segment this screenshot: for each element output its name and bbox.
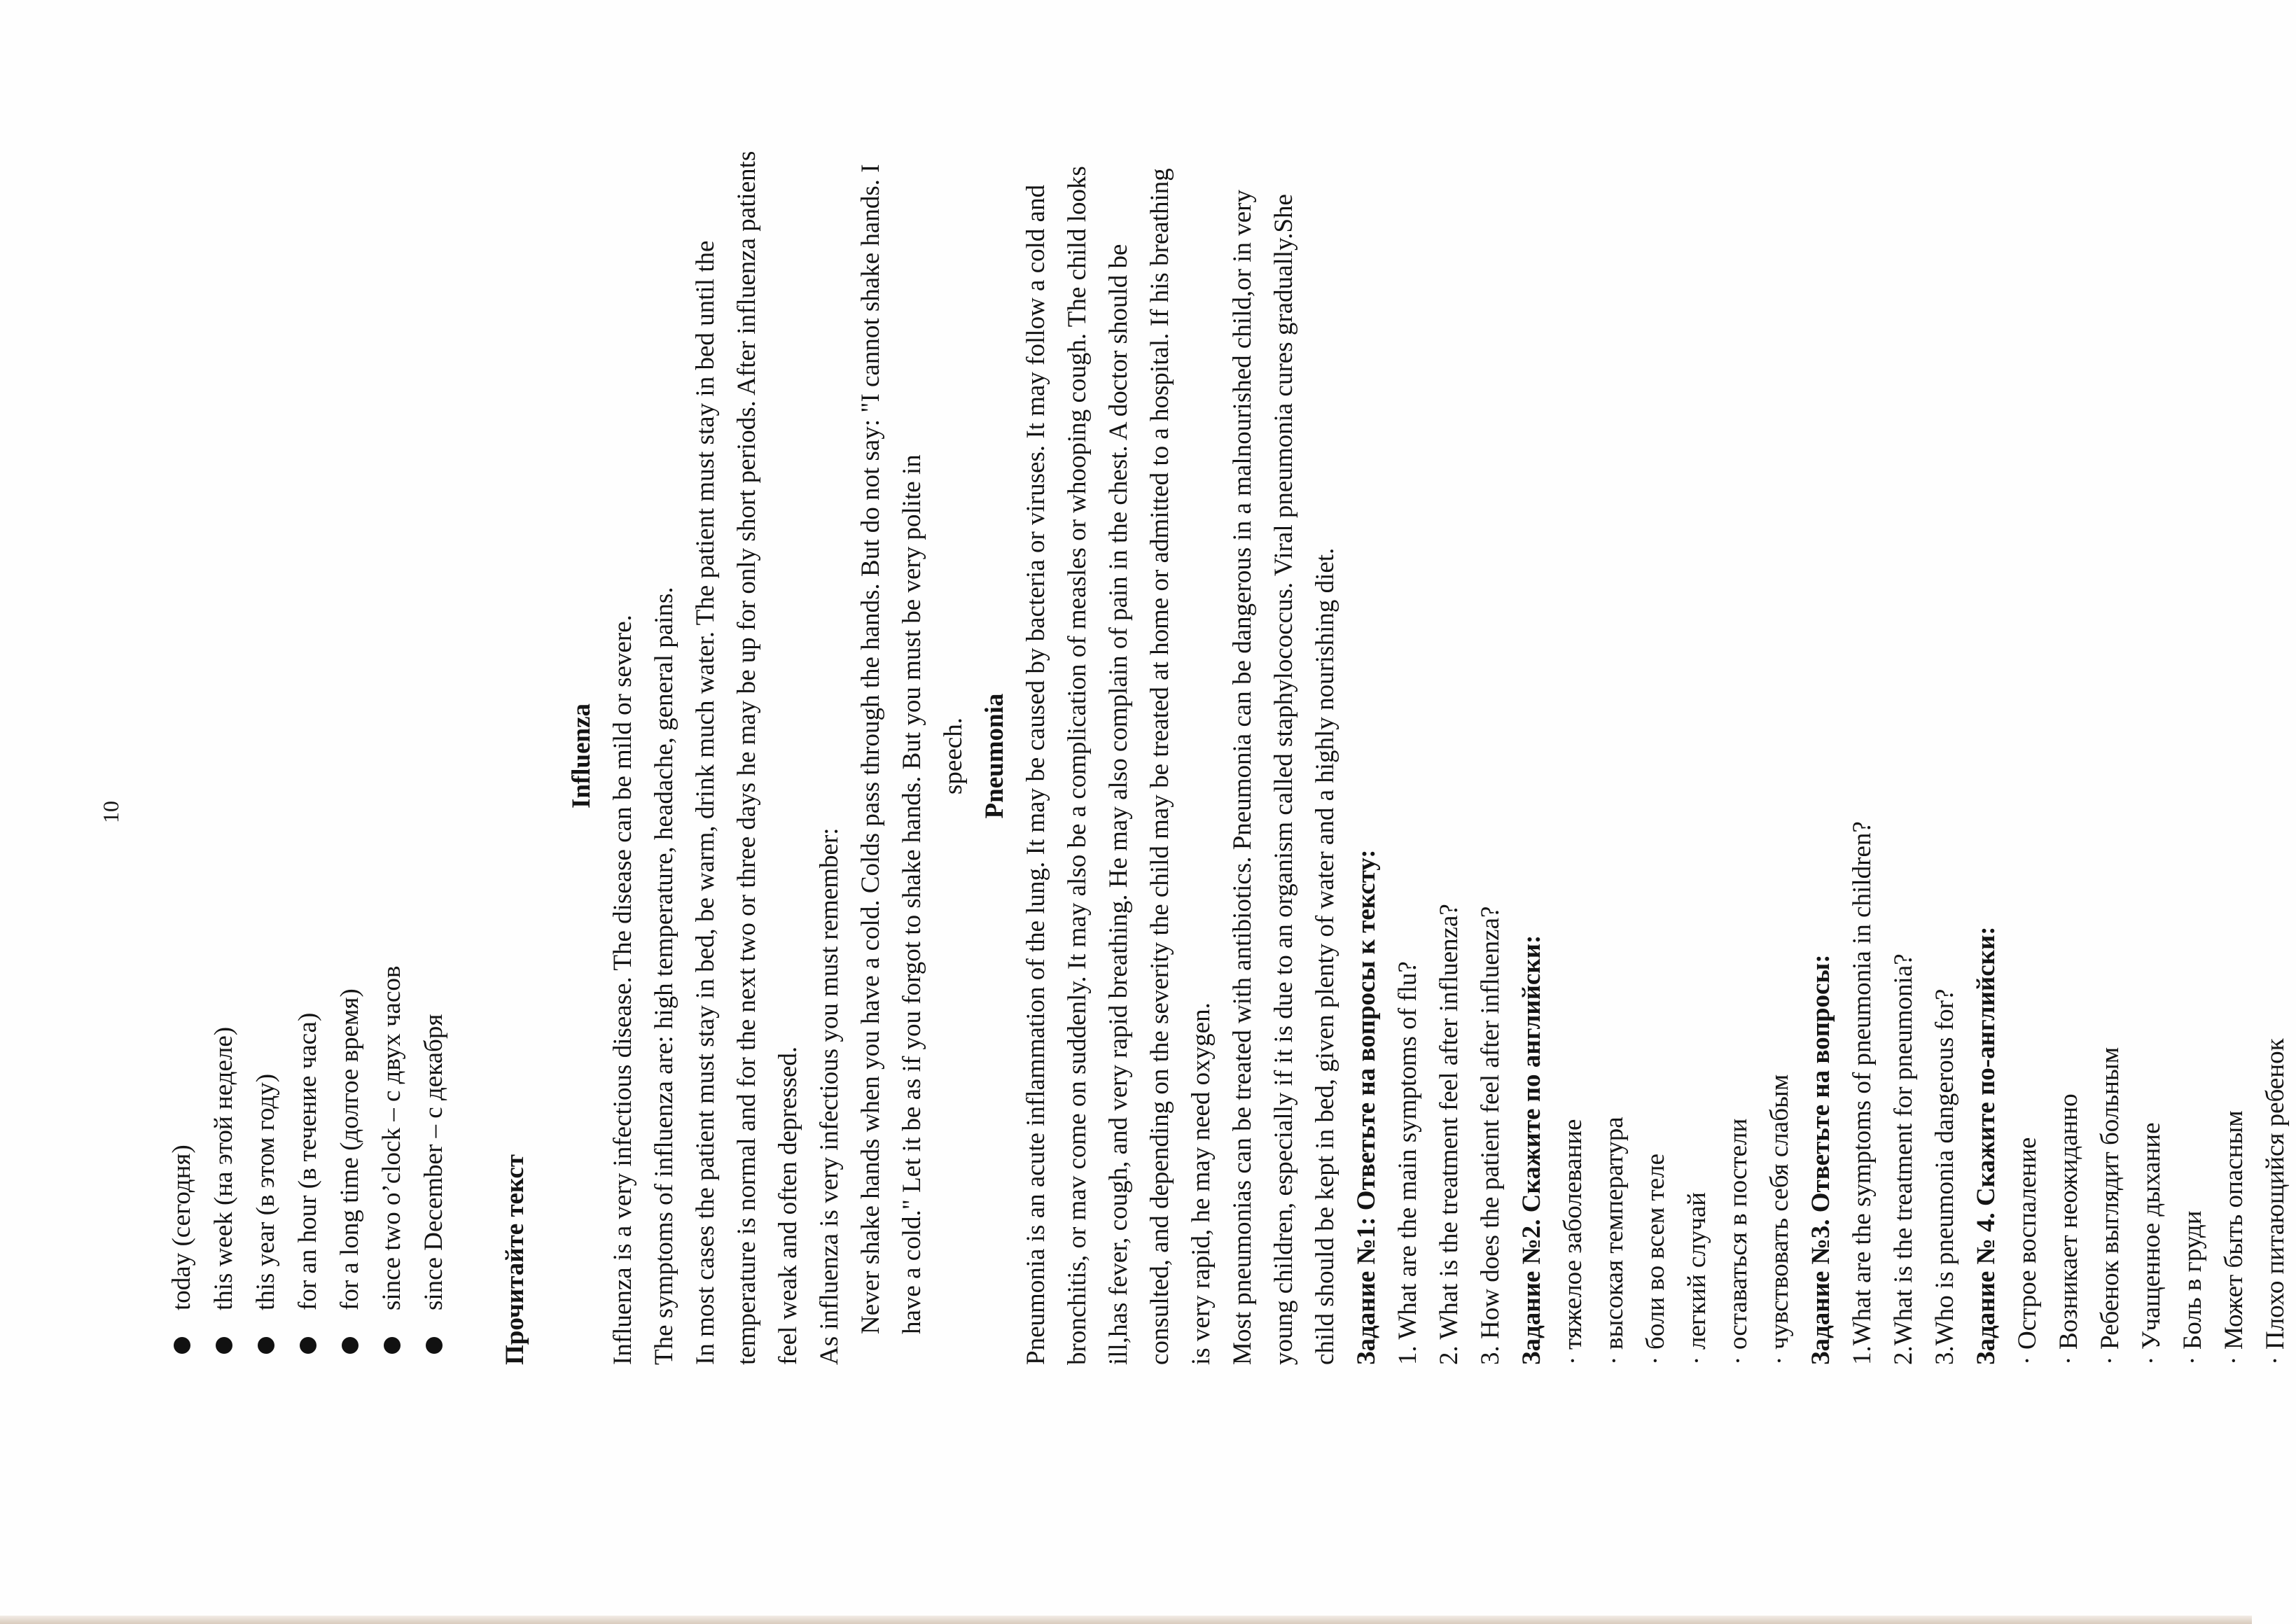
task2-list xyxy=(1552,147,1800,1365)
list-item: this week (на этой неделе) xyxy=(203,147,245,1365)
list-item: ·легкий случай xyxy=(1683,1191,1711,1365)
task1-question: 2. What is the treatment feel after influenza? xyxy=(1435,904,1463,1365)
pneumonia-paragraph: Pneumonia is an acute inflammation of the lung. It may be caused by bacteria or viruses. It may follow a cold and bronchitis, or mav come on suddenly. It may also be a complication of measles or whooping cough. The child looks ill,has fever, cough, and very rapid breathing. He may also complain of pain in the chest. A doctor should be consulted, and depending on the severity the child may be treated at home or admitted to a hospital. If his breathing is very rapid, he may need oxygen. xyxy=(1022,166,1216,1365)
task3-question: 2.What is the treatment for pneumonia? xyxy=(1889,953,1918,1365)
task4-title: Задание № 4. Скажите по-английски: xyxy=(1972,926,2001,1365)
list-item: ·Может быть опасным xyxy=(2220,1110,2248,1365)
pneumonia-title: Pneumonia xyxy=(980,693,1009,819)
page-number: 10 xyxy=(98,801,123,823)
task1-question: 3. How does the patient feel after influenza? xyxy=(1476,906,1505,1365)
bullet-icon xyxy=(300,1337,316,1354)
bullet-icon xyxy=(174,1337,190,1354)
list-item: since December – с декабря xyxy=(413,147,455,1365)
list-item: today (сегодня) xyxy=(161,147,203,1365)
task1-question: 1. What are the main symptoms of flu? xyxy=(1393,961,1422,1365)
task1-title: Задание №1: Ответьте на вопросы к тексту: xyxy=(1352,849,1381,1365)
list-item: ·Учащенное дыхание xyxy=(2137,1122,2166,1365)
page-content xyxy=(161,147,2296,1365)
list-item: ·боли во всем теле xyxy=(1641,1153,1670,1365)
influenza-paragraph-end: speech. xyxy=(939,718,968,794)
influenza-paragraph: Influenza is a very infectious disease. The disease can be mild or severe. xyxy=(608,615,637,1365)
influenza-paragraph: The symptoms of influenza are: high temperature, headache, general pains. xyxy=(650,587,679,1365)
influenza-paragraph: As influenza is very infectious you must remember: xyxy=(815,827,844,1365)
list-item: this year (в этом году) xyxy=(245,147,287,1365)
bullet-icon xyxy=(258,1337,274,1354)
read-heading: Прочитайте текст xyxy=(501,1154,529,1365)
bullet-icon xyxy=(216,1337,232,1354)
influenza-paragraph: In most cases the patient must stay in bed, be warm, drink much water. The patient must stay in bed until the temperature is normal and for the next two or three days he may be up for only short periods. After influenza patients feel weak and often depressed. xyxy=(691,150,802,1365)
list-item: ·оставаться в постели xyxy=(1724,1118,1753,1365)
list-item: ·Острое воспаление xyxy=(2013,1137,2042,1365)
list-item: since two o’clock – с двух часов xyxy=(371,147,413,1365)
bullet-icon xyxy=(384,1337,401,1354)
pneumonia-paragraph: Most pneumonias can be treated with antibiotics. Pneumonia can be dangerous in a malnourished child,or in very young children, especially if it is due to an organism called staphylococcus. Viral pneumonia cures gradually.She child should be kept in bed, given plenty of water and a highly nourishing diet. xyxy=(1228,190,1340,1365)
list-item: ·высокая температура xyxy=(1600,1116,1629,1365)
list-item: ·Возникает неожиданно xyxy=(2054,1093,2083,1365)
task3-question: 1.What are the symptoms of pneumonia in children? xyxy=(1848,821,1877,1365)
task3-title: Задание №3. Ответьте на вопросы: xyxy=(1807,954,1835,1365)
influenza-paragraph: Never shake hands when you have a cold. Colds pass through the hands. But do not say: "I cannot shake hands. I have a cold." Let it be as if you forgot to shake hands. But you must be very polite in xyxy=(856,164,926,1334)
scan-edge xyxy=(0,1616,2252,1624)
list-item: for an hour (в течение часа) xyxy=(287,147,329,1365)
list-item: ·тяжелое заболевание xyxy=(1559,1119,1587,1365)
list-item: ·Ребенок выглядит больным xyxy=(2096,1046,2124,1365)
bullet-icon xyxy=(342,1337,359,1354)
list-item: ·чувствовать себя слабым xyxy=(1765,1074,1794,1365)
list-item: ·Плохо питающийся ребенок xyxy=(2261,1038,2290,1365)
task4-list xyxy=(2007,147,2296,1365)
list-item: ·Боль в груди xyxy=(2178,1210,2207,1365)
influenza-title: Influenza xyxy=(567,703,596,809)
bullet-icon xyxy=(426,1337,443,1354)
task2-title: Задание №2. Скажите по английски: xyxy=(1517,934,1546,1365)
list-item: for a long time (долгое время) xyxy=(329,147,371,1365)
time-expressions-list xyxy=(161,147,455,1365)
task3-question: 3.Who is pneumonia dangerous for? xyxy=(1930,988,1959,1365)
